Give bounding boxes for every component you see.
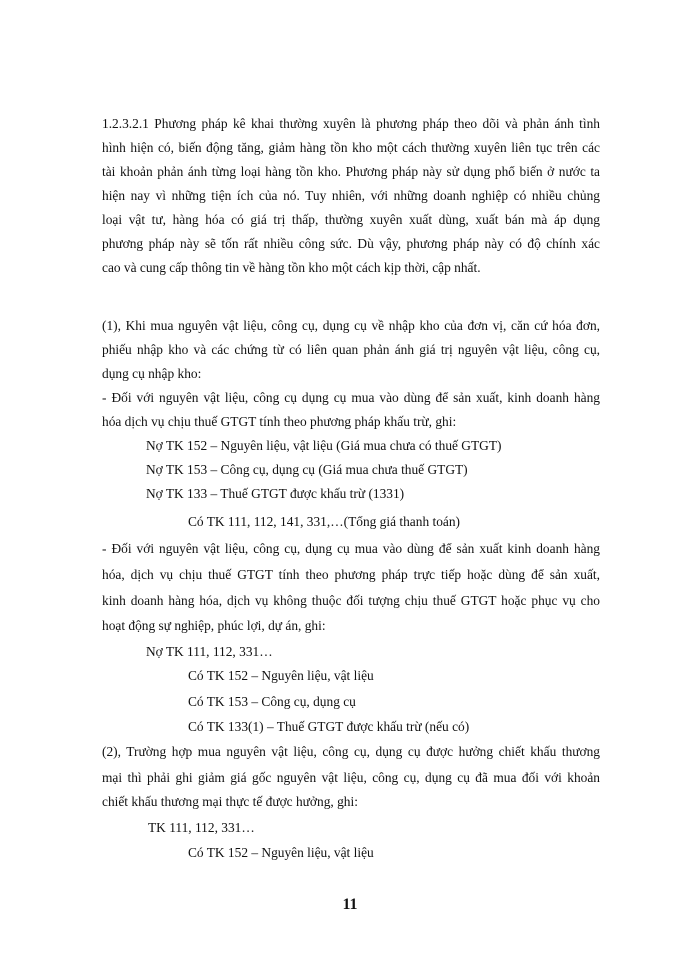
- entry-debit-133: Nợ TK 133 – Thuế GTGT được khấu trừ (1331): [146, 486, 405, 501]
- para1-line-1: 1.2.3.2.1 Phương pháp kê khai thường xuyên là phương pháp theo dõi và phản ánh tình: [102, 116, 600, 131]
- para3-line-2: hóa, dịch vụ chịu thuế GTGT tính theo phương pháp trực tiếp hoặc dùng để sản xuất,: [102, 567, 600, 582]
- para2-line-3: dụng cụ nhập kho:: [102, 366, 202, 381]
- entry-credit-152-b: Có TK 152 – Nguyên liệu, vật liệu: [188, 845, 374, 860]
- para1-line-2: hình hiện có, biến động tăng, giảm hàng tồn kho một cách thường xuyên liên tục trên các: [102, 140, 600, 155]
- para1-line-4: hiện nay vì những tiện ích của nó. Tuy nhiên, với những doanh nghiệp có nhiều chủng: [102, 188, 600, 203]
- para1-line-7: cao và cung cấp thông tin về hàng tồn kho một cách kịp thời, cập nhất.: [102, 260, 481, 275]
- para2-line-4: - Đối với nguyên vật liệu, công cụ dụng cụ mua vào dùng để sản xuất, kinh doanh hàng: [102, 390, 600, 405]
- entry-credit-152: Có TK 152 – Nguyên liệu, vật liệu: [188, 668, 374, 683]
- para2-line-2: phiếu nhập kho và các chứng từ có liên quan phản ánh giá trị nguyên vật liệu, công cụ,: [102, 342, 600, 357]
- entry-debit-111: Nợ TK 111, 112, 331…: [146, 644, 273, 659]
- page-number: 11: [342, 896, 358, 913]
- entry-debit-152: Nợ TK 152 – Nguyên liệu, vật liệu (Giá mua chưa có thuế GTGT): [146, 438, 502, 453]
- entry-credit-133: Có TK 133(1) – Thuế GTGT được khấu trừ (nếu có): [188, 719, 470, 734]
- para1-line-3: tài khoản phản ánh từng loại hàng tồn kho. Phương pháp này sử dụng phổ biến ở nước ta: [102, 164, 600, 179]
- para3-line-4: hoạt động sự nghiệp, phúc lợi, dự án, ghi:: [102, 618, 326, 633]
- para4-line-3: chiết khấu thương mại thực tế được hưởng, ghi:: [102, 794, 358, 809]
- para4-line-2: mại thì phải ghi giảm giá gốc nguyên vật liệu, công cụ, dụng cụ đã mua đối với khoản: [102, 770, 600, 785]
- para2-line-1: (1), Khi mua nguyên vật liệu, công cụ, dụng cụ về nhập kho của đơn vị, căn cứ hóa đơn,: [102, 318, 600, 333]
- para2-line-5: hóa dịch vụ chịu thuế GTGT tính theo phương pháp khấu trừ, ghi:: [102, 414, 457, 429]
- entry-credit-153: Có TK 153 – Công cụ, dụng cụ: [188, 694, 356, 709]
- entry-debit-153: Nợ TK 153 – Công cụ, dụng cụ (Giá mua chưa thuế GTGT): [146, 462, 468, 477]
- entry-credit-total: Có TK 111, 112, 141, 331,…(Tổng giá thanh toán): [188, 514, 460, 529]
- para4-line-1: (2), Trường hợp mua nguyên vật liệu, công cụ, dụng cụ được hưởng chiết khấu thương: [102, 744, 600, 759]
- para1-line-6: phương pháp này sẽ tốn rất nhiều công sức. Dù vậy, phương pháp này có độ chính xác: [102, 236, 600, 251]
- para1-line-5: loại vật tư, hàng hóa có giá trị thấp, thường xuyên xuất dùng, xuất bán mà áp dụng: [102, 212, 600, 227]
- entry-debit-tk111: TK 111, 112, 331…: [148, 820, 255, 835]
- para3-line-1: - Đối với nguyên vật liệu, công cụ, dụng cụ mua vào dùng để sản xuất kinh doanh hàng: [102, 541, 600, 556]
- para3-line-3: kinh doanh hàng hóa, dịch vụ không thuộc đối tượng chịu thuế GTGT hoặc phục vụ cho: [102, 593, 600, 608]
